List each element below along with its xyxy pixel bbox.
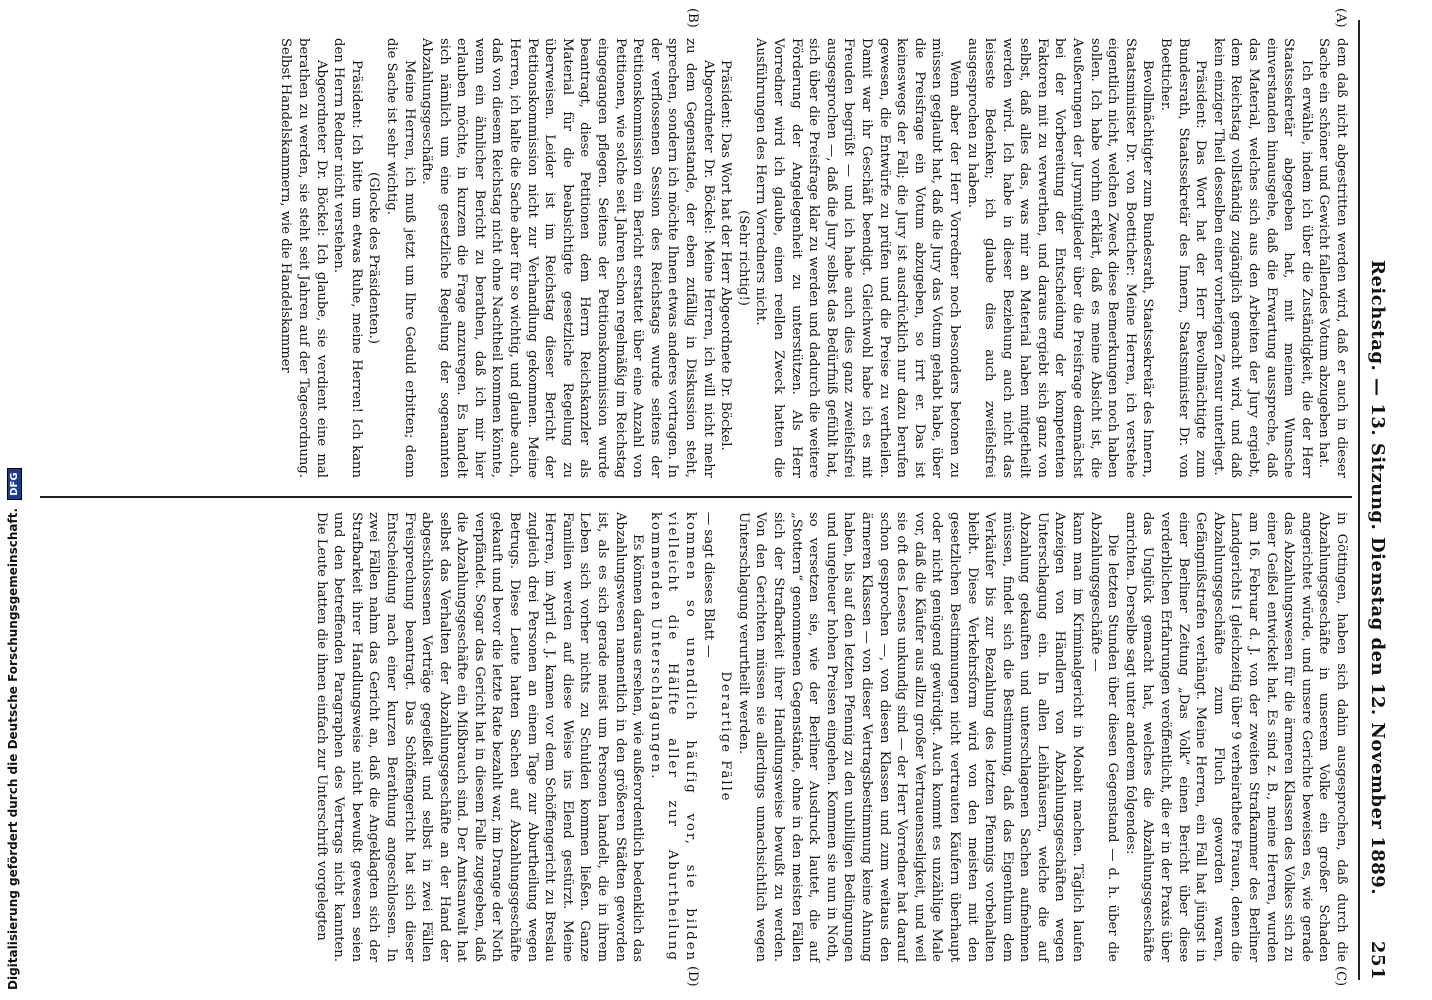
quotation: kommen so unendlich häufig vor, sie bilden vielleicht die Hälfte aller zur Aburtheilung kommenden Unterschlagungen. [647, 512, 699, 962]
margin-mark-b: (B) [685, 8, 700, 28]
margin-mark-c: (C) [1333, 966, 1348, 987]
page-header [1364, 20, 1392, 980]
margin-mark-d: (D) [685, 966, 700, 987]
left-column [277, 38, 1350, 478]
quotation: kann man im Kriminalgericht in Moabit machen. Täglich laufen Anzeigen von Händlern von Abzahlungsgeschäften wegen Unterschlagung ein. In allen Leihhäusern, welche die auf Abzahlung gekauften und unterschlagenen Sachen aufnehmen müssen, findet sich die Bestimmung, daß das Eigenthum dem Verkäufer bis zur Bezahlung des letzten Pfennigs vorbehalten bleibt. Diese Verkehrsform wird von den meisten mit den gesetzlichen Bestimmungen nicht vertrauten Käufern überhaupt oder nicht genügend gewürdigt. Auch kommt es unzählige Male vor, daß die Käufer aus allzu großer Vertrauensseligkeit, und weil sie oft des Lesens unkundig sind — der Herr Vorredner hat darauf schon gesprochen —, von diesen Klassen und zum weitaus den ärmeren Klassen — von dieser Vertragsbestimmung keine Ahnung haben, bis auf den letzten Pfennig zu den unbilligen Bedingungen und ungeheuer hohen Preisen eingehen. Kommen sie nun in Noth, so versetzen sie, wie der Berliner Ausdruck lautet, die auf „Stottern“ genommenen Gegenstände, ohne in den meisten Fällen sich der Strafbarkeit ihrer Handlungsweise bewußt zu werden. Von den Gerichten müssen sie allerdings unnachsichtlich wegen Unterschlagung verurtheilt werden. [735, 512, 1086, 962]
paragraph: Die letzten Stunden über diesen Gegenstand — d. h. über die Abzahlungsgeschäfte — [1087, 512, 1121, 962]
dfg-logo: DFG [7, 468, 22, 499]
paragraph: in Göttingen, haben sich dahin ausgesprochen, daß durch die Abzahlungsgeschäfte in unserem Volke ein großer Schaden angerichtet würde, und unsere Gerichte beweisen es, wie gerade das Abzahlungswesen für die ärmeren Klassen des Volkes sich zu einer Geißel entwickelt hat. Es sind z. B., meine Herren, wurden am 16. Februar d. J. von der zweiten Strafkammer des Berliner Landgerichts I gleichzeitig über 9 verheirathete Frauen, denen die Abzahlungsgeschäfte zum Fluch geworden waren, Gefängnißstrafen verhängt. Meine Herren, ein Fall hat jüngst in einer Berliner Zeitung „Das Volk“ einen Bericht über diese verderblichen Erfahrungen veröffentlicht, die er in der Praxis über das Unglück gemacht hat, welches die Abzahlungsgeschäfte anrichten. Derselbe sagt unter anderem folgendes: [1122, 512, 1349, 962]
paragraph: Abgeordneter Dr. Böckel: Ich glaube, sie verdient eine mal berathen zu werden, sie steht seit Jahren auf der Tagesordnung. Selbst Handelskammern, wie die Handelskammer [278, 38, 329, 478]
margin-mark-a: (A) [1333, 8, 1348, 28]
paragraph: Wenn aber der Herr Vorredner noch besonders betonen zu müssen geglaubt hat, daß die Jury das Votum gehabt habe, über die Preisfrage ein Votum abzugeben, so irrt er. Das ist keineswegs der Fall; die Jury ist ausdrücklich nur dazu berufen gewesen, die Entwürfe zu prüfen und die Preise zu vertheilen. Damit war ihr Geschäft beendigt. Gleichwohl habe ich es mit Freuden begrüßt — und ich habe auch dies ganz zweifelsfrei ausgesprochen —, daß die Jury selbst das Bedürfniß gefühlt hat, sich über die Preisfrage klar zu werden und dadurch die weitere Förderung der Angelegenheit zu unterstützen. Als Herr Vorredner wird ich glaube, einen reellen Zweck hatten die Ausführungen des Herrn Vorredners nicht. [753, 38, 962, 478]
paragraph: dem daß nicht abgestritten werden wird, daß er auch in dieser Sache ein schöner und Gewicht fallendes Votum abzugeben hat. [1316, 38, 1349, 478]
paragraph: Ich erwähle, indem ich über die Zuständigkeit, die der Herr Staatssekretär abgegeben hat, mit meinem Wunsche einverstanden hinausgehe, daß die Erwartung ausspreche, daß das Material, welches sich aus den Arbeiten der Jury ergiebt, dem Reichstag vollständig zugänglich gemacht wird, und daß kein einziger Theil desselben einer vorherigen Zensur unterliegt. [1210, 38, 1314, 478]
page-number: 251 [1367, 940, 1388, 980]
remark: (Glocke des Präsidenten.) [366, 171, 382, 345]
paragraph: Meine Herren, ich muß jetzt um Ihre Geduld erbitten; denn die Sache ist sehr wichtig. [383, 38, 417, 478]
header-rule [1358, 20, 1360, 980]
column-divider [40, 496, 1352, 498]
paragraph: Präsident: Ich bitte um etwas Ruhe, meine Herren! Ich kann den Herrn Redner nicht verstehen. [331, 38, 364, 478]
header-title: Reichstag. — 13. Sitzung. Dienstag den 12. November 1889. [1367, 260, 1388, 896]
quotation-heading: Derartige Fälle [718, 671, 734, 803]
remark: — sagt dieses Blatt — [700, 512, 716, 658]
paragraph: Präsident: Das Wort hat der Herr Abgeordnete Dr. Böckel. [718, 60, 734, 451]
paragraph: Es können daraus ersehen, wie außerordentlich bedenklich das Abzahlungswesen namentlich in den größeren Städten geworden ist, als es sich gerade meist um Personen handelt, die in ihrem Leben sich vorher nichts zu Schulden kommen ließen. Ganze Familien werden auf diese Weise ins Elend gestürzt. Meine Herren, im April d. J. kamen vor dem Schöffengericht zu Breslau zugleich drei Personen an einem Tage zur Aburtheilung wegen Betrugs. Diese Leute hatten Sachen auf Abzahlungsgeschäfte gekauft und bevor die letzte Rate bezahlt war, im Drange der Noth verpfändet. Sogar das Gericht hat in diesem Falle zugegeben, daß die Abzahlungsgeschäfte ein Mißbrauch sind. Der Amtsanwalt hat selbst das Verhalten der Abzahlungsgeschäfte an der Hand der abgeschlossenen Verträge gegeißelt und selbst in zwei Fällen Freisprechung beantragt. Das Schöffengericht hat sich dieser Entscheidung nach einer kurzen Berathung angeschlossen. In zwei Fällen nahm das Gericht an, daß die Angeklagten sich der Strafbarkeit ihrer Handlungsweise nicht bewußt gewesen seien und den betreffenden Paragraphen des Vertrags nicht kannten. Die Leute hatten die ihnen einfach zur Unterschrift vorgelegten [313, 512, 646, 962]
paragraph: Abgeordneter Dr. Böckel: Meine Herren, ich will nicht mehr zu dem Gegenstande, der eben zufällig in Diskussion steht, sprechen, sondern ich möchte Ihnen etwas anderes vortragen. In der verflossenen Session des Reichstags wurde seitens der Petitionskommission ein Bericht erstattet über eine Anzahl von Petitionen, wie solche seit Jahren schon regelmäßig im Reichstag eingegangen pflegen. Seitens der Petitionskommission wurde beantragt, diese Petitionen dem Herrn Reichskanzler als Material für die beabsichtigte gesetzliche Regelung zu überweisen. Leider ist im Reichstag dieser Bericht der Petitionskommission nicht zur Verhandlung gekommen. Meine Herren, ich halte die Sache aber für so wichtig, und glaube auch, daß von diesem Reichstag nicht ohne Nachtheil kommen könnte, wenn ein ähnlicher Bericht zu berathen, daß ich mir hier erlauben möchte, in kurzem die Frage anzuregen. Es handelt sich nämlich um eine gesetzliche Regelung der sogenannten Abzahlungsgeschäfte. [419, 38, 716, 478]
footer-text: Digitalisierung gefördert durch die Deutsche Forschungsgemeinschaft. [6, 507, 20, 990]
right-column [312, 512, 1350, 962]
paragraph: Präsident: Das Wort hat der Herr Bevollmächtigte zum Bundesrath, Staatssekretär des Innern, Staatsminister Dr. von Boetticher. [1158, 38, 1209, 478]
paragraph: Bevollmächtigter zum Bundesrath, Staatssekretär des Innern, Staatsminister Dr. von Boetticher: Meine Herren, ich verstehe eigentlich nicht, welchen Zweck diese Bemerkungen noch haben sollen. Ich habe vorhin erklärt, daß es meine Absicht ist, die Aeußerungen der Jurymitglieder über die Preisfrage demnächst bei der Vorbereitung der Entscheidung der kompetenten Faktoren mit zu verwerthen, und daraus ergiebt sich ganz von selbst, daß alles das, was mir an Material haben mitgetheilt werden wird. Ich habe in dieser Beziehung auch nicht das leiseste Bedenken; ich glaube dies auch zweifelsfrei ausgesprochen zu haben. [964, 38, 1156, 478]
footer [6, 0, 28, 990]
remark: (Sehr richtig!) [735, 210, 751, 306]
